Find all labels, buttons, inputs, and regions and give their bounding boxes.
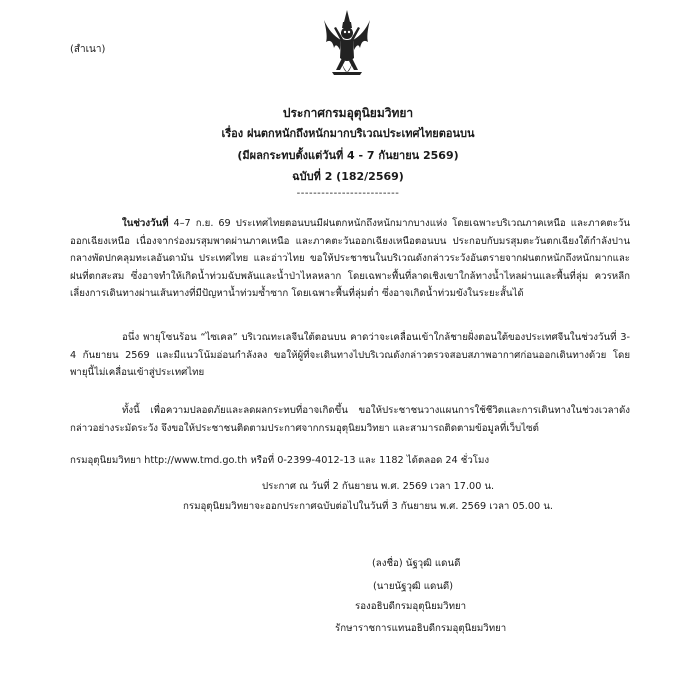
garuda-emblem-icon bbox=[322, 8, 372, 82]
signatory-acting-position: รักษาราชการแทนอธิบดีกรมอุตุนิยมวิทยา bbox=[335, 623, 507, 634]
paragraph-weather-forecast bbox=[70, 215, 630, 303]
next-announcement: กรมอุตุนิยมวิทยาจะออกประกาศฉบับต่อไปในวันที่ 3 กันยายน พ.ศ. 2569 เวลา 05.00 น. bbox=[183, 501, 553, 512]
issue-number: ฉบับที่ 2 (182/2569) bbox=[292, 170, 404, 183]
signature-line: (ลงชื่อ) นัฐวุฒิ แดนดี bbox=[372, 558, 461, 569]
paragraph-advice bbox=[70, 402, 630, 437]
paragraph-text: อนึ่ง พายุโซนร้อน “ไซเคล” บริเวณทะเลจีนใต้ตอนบน คาดว่าจะเคลื่อนเข้าใกล้ชายฝั่งตอนใต้ของประเทศจีนในช่วงวันที่ 3-4 กันยายน 2569 และมีแนวโน้มอ่อนกำลังลง ขอให้ผู้ที่จะเดินทางไปบริเวณดังกล่าวตรวจสอบสภาพอากาศก่อนออกเดินทางด้วย โดยพายุนี้ไม่เคลื่อนเข้าสู่ประเทศไทย bbox=[70, 332, 630, 378]
paragraph-contact bbox=[70, 452, 630, 470]
page-title: ประกาศกรมอุตุนิยมวิทยา bbox=[282, 106, 414, 120]
copy-label: (สำเนา) bbox=[70, 44, 106, 55]
signatory-position: รองอธิบดีกรมอุตุนิยมวิทยา bbox=[355, 601, 467, 612]
paragraph-storm-note bbox=[70, 329, 630, 382]
separator-line: ------------------------- bbox=[296, 188, 400, 199]
issued-date: ประกาศ ณ วันที่ 2 กันยายน พ.ศ. 2569 เวลา 17.00 น. bbox=[262, 481, 495, 492]
effect-period: (มีผลกระทบตั้งแต่วันที่ 4 - 7 กันยายน 2569) bbox=[237, 149, 459, 162]
paragraph-lead: ในช่วงวันที่ bbox=[122, 218, 169, 229]
paragraph-text: 4–7 ก.ย. 69 ประเทศไทยตอนบนมีฝนตกหนักถึงหนักมากบางแห่ง โดยเฉพาะบริเวณภาคเหนือ และภาคตะวันออกเฉียงเหนือ เนื่องจากร่องมรสุมพาดผ่านภาคเหนือ และภาคตะวันออกเฉียงเหนือตอนบน ประกอบกับมรสุมตะวันตกเฉียงใต้กำลังปานกลางพัดปกคลุมทะเลอันดามัน ประเทศไทย และอ่าวไทย ขอให้ประชาชนในบริเวณดังกล่าวระวังอันตรายจากฝนตกหนักถึงหนักมากและฝนที่ตกสะสม ซึ่งอาจทำให้เกิดน้ำท่วมฉับพลันและน้ำป่าไหลหลาก โดยเฉพาะพื้นที่ลาดเชิงเขาใกล้ทางน้ำไหลผ่านและพื้นที่ลุ่ม ควรหลีกเลี่ยงการเดินทางผ่านเส้นทางที่มีปัญหาน้ำท่วมซ้ำซาก โดยเฉพาะพื้นที่ลุ่มต่ำ ซึ่งอาจเกิดน้ำท่วมขังในระยะสั้นได้ bbox=[70, 218, 630, 299]
signatory-name: (นายนัฐวุฒิ แดนดี) bbox=[373, 581, 453, 592]
paragraph-text: กรมอุตุนิยมวิทยา http://www.tmd.go.th หรือที่ 0-2399-4012-13 และ 1182 ได้ตลอด 24 ชั่วโมง bbox=[70, 455, 490, 466]
subject-line: เรื่อง ฝนตกหนักถึงหนักมากบริเวณประเทศไทยตอนบน bbox=[221, 127, 475, 140]
paragraph-text: ทั้งนี้ เพื่อความปลอดภัยและลดผลกระทบที่อาจเกิดขึ้น ขอให้ประชาชนวางแผนการใช้ชีวิตและการเดินทางในช่วงเวลาดังกล่าวอย่างระมัดระวัง จึงขอให้ประชาชนติดตามประกาศจากกรมอุตุนิยมวิทยา และสามารถติดตามข้อมูลที่เว็บไซต์ bbox=[70, 405, 630, 434]
